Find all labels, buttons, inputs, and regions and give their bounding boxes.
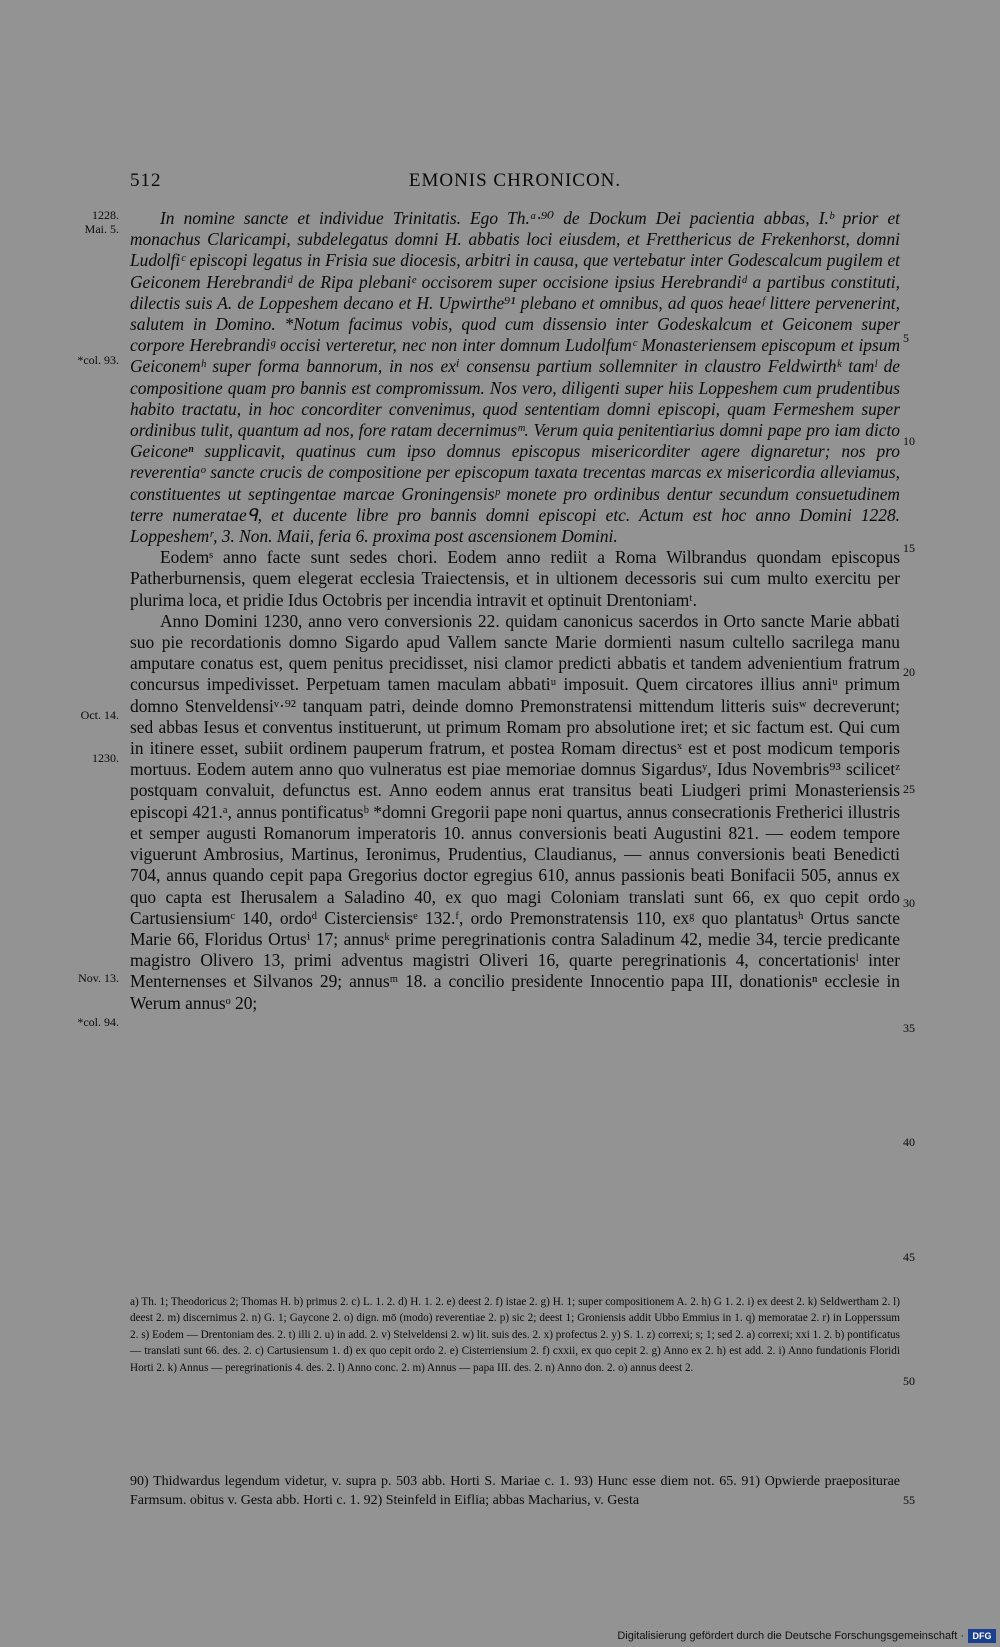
margin-note-col-93: *col. 93. [77, 353, 119, 367]
page-header [130, 170, 900, 200]
line-number-50: 50 [903, 1374, 915, 1388]
line-number-5: 5 [903, 331, 909, 345]
charter-paragraph: In nomine sancte et individue Trinitatis. Ego Th.ᵃ·⁹⁰ de Dockum Dei pacientia abbas, I.ᵇ prior et monachus Claricampi, subdelegatus domni H. abbatis loci eiusdem, et Fretthericus de Frekenhorst, domni Ludolfiᶜ episcopi legatus in Frisia sue diocesis, arbitri in causa, que vertebatur inter Godescalcum pugilem et Geiconem Herebrandiᵈ de Ripa plebaniᵉ occisorem super occisione ipsius Herebrandiᵈ a partibus constituti, dilectis suis A. de Loppeshem decano et H. Upwirthe⁹¹ plebano et omnibus, ad quos heaeᶠ littere pervenerint, salutem in Domino. *Notum facimus vobis, quod cum dissensio inter Godeskalcum et Geiconem super corpore Herebrandiᵍ occisi verteretur, nec non inter domnum Ludolfumᶜ Monasteriensem episcopum et ipsum Geiconemʰ super forma bannorum, in nos exⁱ consensu partium sollemniter in claustro Feldwirthᵏ tamˡ de compositione quam pro bannis est compromissum. Nos vero, diligenti super hiis Loppeshem cum prudentibus habito tractatu, in hoc concorditer convenimus, quod sententiam domni episcopi, quam Fermeshem super ordinibus tulit, quantum ad nos, fore ratam decernimusᵐ. Verum quia penitentiarius domni pape pro iam dicto Geiconeⁿ supplicavit, quatinus cum ipso domnus episcopus misericorditer agere dignaretur; nos pro reverentiaᵒ sancte crucis de compositione per episcopum taxata trecentas marcas ex misericordia alleviamus, constituentes ut septingentae marcae Groningensisᵖ monete pro ordinibus dentur secundum consuetudinem terre numerataeᑫ, et ducente libre pro bannis domni episcopi etc. Actum est hoc anno Domini 1228. Loppeshemʳ, 3. Non. Maii, feria 6. proxima post ascensionem Domini. [130, 208, 900, 547]
line-number-25: 25 [903, 782, 915, 796]
critical-apparatus: a) Th. 1; Theodoricus 2; Thomas H. b) primus 2. c) L. 1. 2. d) H. 1. 2. e) deest 2. f) istae 2. g) H. 1; super compositionem A. 2. h) G 1. 2. i) ex deest 2. k) Seldwertham 2. l) deest 2. m) discernimus 2. n) G. 1; Gaycone 2. o) dign. mō (modo) reverentiae 2. p) sic 2; deest 1; Groniensis addit Ubbo Emmius in 1. q) memoratae 2. r) in Lopperssum 2. s) Eodem — Drentoniam des. 2. t) illi 2. u) in add. 2. v) Stelveldensi 2. w) lit. suis des. 2. x) profectus 2. y) S. 1. z) correxi; s; 1; sed 2. a) correxi; xxi 1. 2. b) pontificatus — translati sunt 66. des. 2. c) Cartusiensum 1. d) ex quo cepit ordo 2. e) Cisterriensium 2. f) cxxii, ex quo cepit 2. g) Anno ex 2. h) est add. 2. i) Anno fundationis Floridi Horti 2. k) Annus — peregrinationis 4. des. 2. l) Anno conc. 2. m) Annus — papa III. des. 2. n) Anno don. 2. o) annus deest 2. [130, 1296, 900, 1374]
margin-note-nov: Nov. 13. [78, 971, 119, 985]
footnotes: 90) Thidwardus legendum videtur, v. supra p. 503 abb. Horti S. Mariae c. 1. 93) Hunc esse diem not. 65. 91) Opwierde praepositurae Farmsum. obitus v. Gesta abb. Horti c. 1. 92) Steinfeld in Eiflia; abbas Macharius, v. Gesta [130, 1474, 900, 1508]
main-text [130, 208, 900, 1014]
paragraph-1230: Anno Domini 1230, anno vero conversionis 22. quidam canonicus sacerdos in Orto sancte Marie abbati suo pie recordationis domno Sigardo apud Vallem sancte Marie dormienti nasum cultello sacrilega manu amputare conatus est, quem penitus precidisset, nisi clamor predicti abbatis et tandem advenientium fratrum concursus impedivisset. Perpetuam tamen maculam abbatiᵘ imposuit. Quem circatores illius anniᵘ primum domno Stenveldensiᵛ·⁹² tanquam patri, deinde domno Premonstratensi mittendum litteris suisʷ decreverunt; sed abbas Iesus et conventus instituerunt, ut primum Romam pro absolutione iret; et sic factum est. Qui cum in itinere esset, subiit ordinem pauperum fratrum, et postea Romam directusˣ est et post modicum temporis mortuus. Eodem autem anno quo vulneratus est piae memoriae domnus Sigardusʸ, Idus Novembris⁹³ scilicetᶻ postquam convaluit, defunctus est. Anno eodem annus erat transitus beati Liudgeri primi Monasteriensis episcopi 421.ᵃ, annus pontificatusᵇ *domni Gregorii pape noni quartus, annus consecrationis Fretherici illustris et semper augusti Romanorum imperatoris 10. annus conversionis beati Augustini 821. — eodem tempore viguerunt Ambrosius, Martinus, Ieronimus, Prudentius, Claudianus, — annus conversionis beati Benedicti 704, annus quando cepit papa Gregorius doctor egregius 610, annus passionis beati Bonifacii 505, annus ex quo capta est Iherusalem a Saladino 40, ex quo magi Coloniam translati sunt 66, ex quo cepit ordo Cartusiensiumᶜ 140, ordoᵈ Cisterciensisᵉ 132.ᶠ, ordo Premonstratensis 110, exᵍ quo plantatusʰ Ortus sancte Marie 66, Floridus Ortusⁱ 17; annusᵏ prime peregrinationis contra Saladinum 42, medie 34, tercie predicante magistro Olivero 13, primi adventus magistri Oliveri 16, quarte peregrinationis 4, concertationisˡ inter Menternenses et Silvanos 29; annusᵐ 18. a concilio presidente Innocentio papa III, donationisⁿ ecclesie in Werum annusᵒ 20; [130, 610, 900, 1013]
margin-note-oct: Oct. 14. [80, 708, 119, 722]
line-number-15: 15 [903, 541, 915, 555]
funding-credit: Digitalisierung gefördert durch die Deutsche Forschungsgemeinschaft · [617, 1630, 964, 1642]
margin-note-1230: 1230. [92, 751, 119, 765]
paragraph-eodem: Eodemˢ anno facte sunt sedes chori. Eodem anno rediit a Roma Wilbrandus quondam episcopus Patherburnensis, quem elegerat ecclesia Traiectensis, et in ultionem decessoris sui cum multo exercitu per plurima loca, et pridie Idus Octobris per incendia intravit et optinuit Drentoniamᵗ. [130, 547, 900, 610]
dfg-logo[interactable]: DFG [968, 1629, 996, 1643]
line-number-30: 30 [903, 896, 915, 910]
margin-note-date-1: 1228. Mai. 5. [84, 208, 119, 236]
margin-note-col-94: *col. 94. [77, 1015, 119, 1029]
footer-bar [0, 1623, 1000, 1647]
line-number-20: 20 [903, 665, 915, 679]
line-number-55: 55 [903, 1493, 915, 1507]
line-number-40: 40 [903, 1135, 915, 1149]
running-title: EMONIS CHRONICON. [408, 170, 622, 191]
line-number-10: 10 [903, 434, 915, 448]
line-number-35: 35 [903, 1021, 915, 1035]
page-number: 512 [130, 170, 162, 191]
line-number-45: 45 [903, 1250, 915, 1264]
